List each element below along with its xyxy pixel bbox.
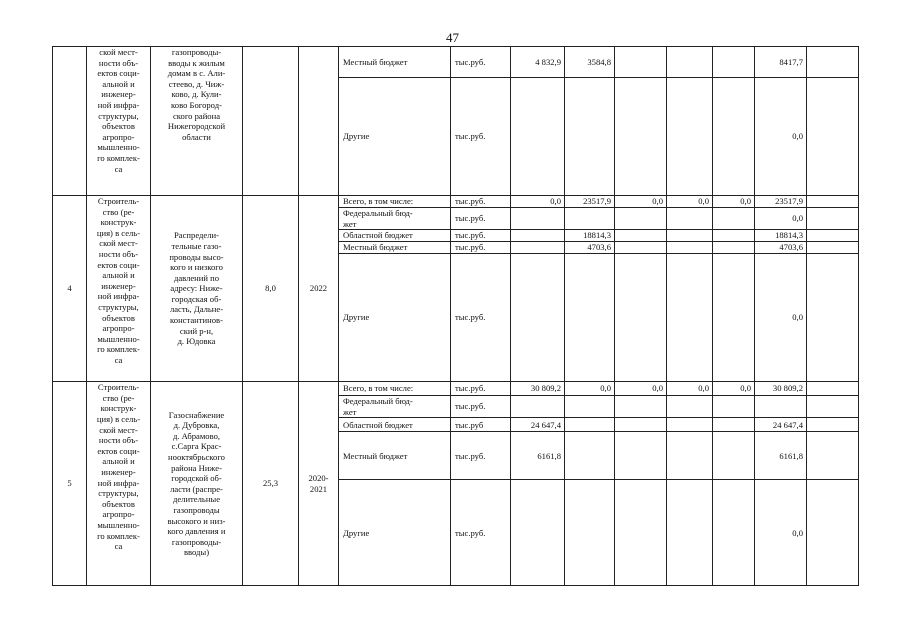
table-row <box>53 196 859 208</box>
funding-source-name: Местный бюджет <box>339 47 451 78</box>
funding-source-name: Федеральный бюд- жет <box>339 208 451 230</box>
empty-cell <box>807 432 859 480</box>
amount-year-1: 4 832,9 <box>511 47 565 78</box>
amount-year-2: 23517,9 <box>565 196 615 208</box>
amount-total: 30 809,2 <box>755 382 807 396</box>
capacity-value: 8,0 <box>243 196 299 382</box>
budget-table <box>52 46 859 586</box>
amount-total: 0,0 <box>755 208 807 230</box>
amount-year-2 <box>565 78 615 196</box>
funding-source-name: Областной бюджет <box>339 230 451 242</box>
amount-total: 0,0 <box>755 78 807 196</box>
amount-year-4 <box>667 418 713 432</box>
amount-year-4 <box>667 254 713 382</box>
amount-year-2: 0,0 <box>565 382 615 396</box>
funding-source-name: Другие <box>339 480 451 586</box>
amount-year-3 <box>615 242 667 254</box>
empty-cell <box>807 480 859 586</box>
amount-year-2 <box>565 480 615 586</box>
table-row <box>53 382 859 396</box>
amount-year-1 <box>511 230 565 242</box>
unit-label: тыс.руб. <box>451 432 511 480</box>
amount-year-5 <box>713 78 755 196</box>
unit-label: тыс.руб. <box>451 230 511 242</box>
funding-source-name: Всего, в том числе: <box>339 382 451 396</box>
amount-year-5 <box>713 396 755 418</box>
amount-year-4 <box>667 480 713 586</box>
amount-year-3 <box>615 78 667 196</box>
amount-total: 0,0 <box>755 480 807 586</box>
unit-label: тыс.руб. <box>451 208 511 230</box>
empty-cell <box>807 382 859 396</box>
amount-year-3 <box>615 47 667 78</box>
amount-year-5 <box>713 230 755 242</box>
amount-year-5 <box>713 47 755 78</box>
budget-table-sheet <box>52 46 859 586</box>
empty-cell <box>807 47 859 78</box>
unit-label: тыс.руб. <box>451 78 511 196</box>
amount-year-2: 18814,3 <box>565 230 615 242</box>
amount-year-2 <box>565 208 615 230</box>
amount-year-1 <box>511 480 565 586</box>
amount-year-3 <box>615 432 667 480</box>
years-value: 2022 <box>299 196 339 382</box>
amount-year-1 <box>511 396 565 418</box>
object-name: Строитель- ство (ре- конструк- ция) в сель- ской мест- ности объ- ектов соци- альной и инженер- ной инфра- структуры, объектов агропро- мышленно- го комплек- са <box>87 382 151 586</box>
amount-year-4 <box>667 230 713 242</box>
amount-year-5 <box>713 418 755 432</box>
amount-year-1 <box>511 78 565 196</box>
amount-year-2 <box>565 396 615 418</box>
amount-year-5 <box>713 432 755 480</box>
amount-year-5 <box>713 242 755 254</box>
empty-cell <box>807 208 859 230</box>
row-number: 4 <box>53 196 87 382</box>
amount-year-1 <box>511 242 565 254</box>
table-row <box>53 47 859 78</box>
row-number: 5 <box>53 382 87 586</box>
amount-year-1: 6161,8 <box>511 432 565 480</box>
amount-year-1 <box>511 208 565 230</box>
funding-source-name: Другие <box>339 254 451 382</box>
amount-year-2 <box>565 418 615 432</box>
empty-cell <box>807 254 859 382</box>
amount-total: 24 647,4 <box>755 418 807 432</box>
amount-year-3 <box>615 396 667 418</box>
amount-year-1: 0,0 <box>511 196 565 208</box>
unit-label: тыс.руб <box>451 418 511 432</box>
empty-cell <box>807 230 859 242</box>
amount-year-2: 4703,6 <box>565 242 615 254</box>
amount-year-3 <box>615 230 667 242</box>
amount-year-4: 0,0 <box>667 196 713 208</box>
funding-source-name: Местный бюджет <box>339 432 451 480</box>
amount-year-1: 30 809,2 <box>511 382 565 396</box>
amount-total <box>755 396 807 418</box>
unit-label: тыс.руб. <box>451 47 511 78</box>
unit-label: тыс.руб. <box>451 396 511 418</box>
amount-year-3 <box>615 480 667 586</box>
amount-year-4 <box>667 47 713 78</box>
object-description: газопроводы- вводы к жилым домам в с. Али- стеево, д. Чиж- ково, д. Кули- ково Богород- ского района Нижегородской области <box>151 47 243 196</box>
capacity-value <box>243 47 299 196</box>
amount-year-4 <box>667 208 713 230</box>
amount-year-4 <box>667 432 713 480</box>
amount-year-5 <box>713 208 755 230</box>
amount-total: 8417,7 <box>755 47 807 78</box>
amount-year-2: 3584,8 <box>565 47 615 78</box>
amount-total: 23517,9 <box>755 196 807 208</box>
amount-year-3: 0,0 <box>615 382 667 396</box>
empty-cell <box>807 418 859 432</box>
funding-source-name: Всего, в том числе: <box>339 196 451 208</box>
amount-year-4: 0,0 <box>667 382 713 396</box>
amount-year-3 <box>615 418 667 432</box>
years-value <box>299 47 339 196</box>
empty-cell <box>807 242 859 254</box>
unit-label: тыс.руб. <box>451 480 511 586</box>
amount-total: 0,0 <box>755 254 807 382</box>
amount-year-5 <box>713 254 755 382</box>
years-value: 2020- 2021 <box>299 382 339 586</box>
amount-total: 4703,6 <box>755 242 807 254</box>
empty-cell <box>807 78 859 196</box>
amount-year-5 <box>713 480 755 586</box>
unit-label: тыс.руб. <box>451 382 511 396</box>
amount-year-3 <box>615 254 667 382</box>
amount-year-2 <box>565 432 615 480</box>
funding-source-name: Областной бюджет <box>339 418 451 432</box>
amount-year-4 <box>667 78 713 196</box>
amount-year-3 <box>615 208 667 230</box>
object-name: Строитель- ство (ре- конструк- ция) в сель- ской мест- ности объ- ектов соци- альной и инженер- ной инфра- структуры, объектов агропро- мышленно- го комплек- са <box>87 196 151 382</box>
amount-total: 6161,8 <box>755 432 807 480</box>
amount-year-4 <box>667 242 713 254</box>
amount-year-5: 0,0 <box>713 196 755 208</box>
page-number: 47 <box>446 30 459 45</box>
amount-year-5: 0,0 <box>713 382 755 396</box>
amount-year-3: 0,0 <box>615 196 667 208</box>
object-name: ской мест- ности объ- ектов соци- альной и инженер- ной инфра- структуры, объектов агропро- мышленно- го комплек- са <box>87 47 151 196</box>
funding-source-name: Федеральный бюд- жет <box>339 396 451 418</box>
empty-cell <box>807 196 859 208</box>
funding-source-name: Другие <box>339 78 451 196</box>
row-number <box>53 47 87 196</box>
funding-source-name: Местный бюджет <box>339 242 451 254</box>
amount-year-1 <box>511 254 565 382</box>
object-description: Распредели- тельные газо- проводы высо- кого и низкого давлений по адресу: Ниже- городская об- ласть, Дальне- константинов- ский р-н, д. Юдовка <box>151 196 243 382</box>
capacity-value: 25,3 <box>243 382 299 586</box>
amount-total: 18814,3 <box>755 230 807 242</box>
unit-label: тыс.руб. <box>451 254 511 382</box>
unit-label: тыс.руб. <box>451 196 511 208</box>
empty-cell <box>807 396 859 418</box>
amount-year-2 <box>565 254 615 382</box>
object-description: Газоснабжение д. Дубровка, д. Абрамово, с.Сарга Крас- нооктябрьского района Ниже- городской об- ласти (распре- делительные газопроводы высокого и низ- кого давления и газопроводы- вводы) <box>151 382 243 586</box>
amount-year-4 <box>667 396 713 418</box>
amount-year-1: 24 647,4 <box>511 418 565 432</box>
unit-label: тыс.руб. <box>451 242 511 254</box>
